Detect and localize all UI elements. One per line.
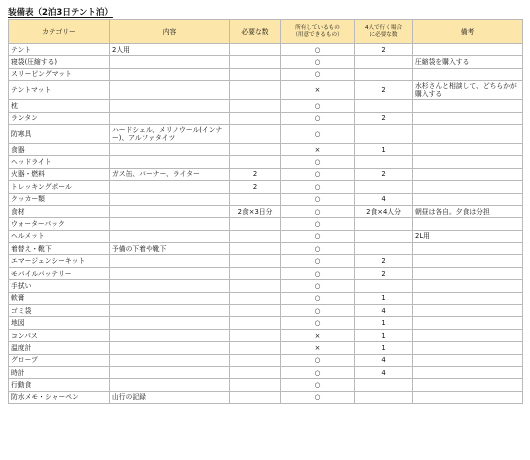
cell-content xyxy=(110,205,230,217)
cell-content xyxy=(110,379,230,391)
page-title: 装備表（2泊3日テント泊） xyxy=(8,8,113,18)
header-four-line1: 4人で行く場合 xyxy=(364,24,403,31)
cell-category: 軟膏 xyxy=(9,292,110,304)
cell-notes xyxy=(413,391,523,403)
cell-owned: ○ xyxy=(281,218,355,230)
table-row xyxy=(9,124,523,143)
table-row xyxy=(9,354,523,366)
cell-needed xyxy=(230,366,281,378)
cell-needed: 2食×3日分 xyxy=(230,205,281,217)
cell-category: グローブ xyxy=(9,354,110,366)
cell-owned: ○ xyxy=(281,56,355,68)
cell-needed xyxy=(230,218,281,230)
cell-owned: ○ xyxy=(281,267,355,279)
cell-four-people: 4 xyxy=(355,354,413,366)
cell-notes xyxy=(413,193,523,205)
header-owned-line1: 所有しているもの xyxy=(295,24,340,31)
cell-four-people: 2 xyxy=(355,168,413,180)
cell-content xyxy=(110,354,230,366)
cell-needed xyxy=(230,81,281,100)
cell-content: ガス缶、バーナー、ライター xyxy=(110,168,230,180)
header-needed: 必要な数 xyxy=(230,20,281,44)
cell-owned: × xyxy=(281,342,355,354)
cell-category: トレッキングポール xyxy=(9,181,110,193)
table-row xyxy=(9,81,523,100)
cell-needed xyxy=(230,354,281,366)
cell-needed xyxy=(230,305,281,317)
cell-content xyxy=(110,342,230,354)
cell-notes: 圧縮袋を購入する xyxy=(413,56,523,68)
table-row xyxy=(9,255,523,267)
cell-owned: ○ xyxy=(281,243,355,255)
cell-four-people: 2 xyxy=(355,81,413,100)
cell-owned: ○ xyxy=(281,305,355,317)
cell-content xyxy=(110,292,230,304)
table-row xyxy=(9,305,523,317)
table-row xyxy=(9,379,523,391)
table-row xyxy=(9,205,523,217)
cell-owned: ○ xyxy=(281,100,355,112)
cell-owned: × xyxy=(281,143,355,155)
cell-content xyxy=(110,143,230,155)
cell-content: ハードシェル、メリノウール(インナー)、アルファタイツ xyxy=(110,124,230,143)
cell-four-people: 4 xyxy=(355,193,413,205)
cell-needed xyxy=(230,243,281,255)
cell-content xyxy=(110,280,230,292)
equipment-table xyxy=(8,19,523,404)
cell-owned: ○ xyxy=(281,255,355,267)
cell-category: 防水メモ・シャーペン xyxy=(9,391,110,403)
cell-four-people: 1 xyxy=(355,317,413,329)
cell-notes xyxy=(413,68,523,80)
cell-notes xyxy=(413,44,523,56)
cell-needed xyxy=(230,143,281,155)
cell-owned: ○ xyxy=(281,68,355,80)
header-four-line2: に必要な数 xyxy=(369,31,398,38)
cell-category: クッカー類 xyxy=(9,193,110,205)
cell-needed xyxy=(230,317,281,329)
cell-category: 寝袋(圧縮する) xyxy=(9,56,110,68)
table-row xyxy=(9,280,523,292)
cell-owned: × xyxy=(281,81,355,100)
cell-needed xyxy=(230,230,281,242)
cell-owned: ○ xyxy=(281,205,355,217)
cell-notes xyxy=(413,143,523,155)
cell-needed xyxy=(230,391,281,403)
cell-four-people xyxy=(355,391,413,403)
cell-notes xyxy=(413,366,523,378)
cell-owned: ○ xyxy=(281,230,355,242)
header-notes: 備考 xyxy=(413,20,523,44)
cell-category: 温度計 xyxy=(9,342,110,354)
cell-needed xyxy=(230,44,281,56)
cell-four-people: 4 xyxy=(355,305,413,317)
cell-content xyxy=(110,305,230,317)
cell-four-people xyxy=(355,379,413,391)
cell-notes xyxy=(413,112,523,124)
cell-content: 予備の下着や靴下 xyxy=(110,243,230,255)
cell-notes xyxy=(413,305,523,317)
cell-four-people xyxy=(355,181,413,193)
cell-needed xyxy=(230,280,281,292)
table-row xyxy=(9,143,523,155)
cell-category: 時計 xyxy=(9,366,110,378)
cell-notes xyxy=(413,218,523,230)
cell-four-people xyxy=(355,56,413,68)
cell-category: 防寒具 xyxy=(9,124,110,143)
cell-category: エマージェンシーキット xyxy=(9,255,110,267)
table-row xyxy=(9,292,523,304)
cell-owned: ○ xyxy=(281,317,355,329)
cell-category: ランタン xyxy=(9,112,110,124)
cell-category: 手拭い xyxy=(9,280,110,292)
cell-category: ヘルメット xyxy=(9,230,110,242)
cell-category: 火器・燃料 xyxy=(9,168,110,180)
cell-category: 着替え・靴下 xyxy=(9,243,110,255)
cell-needed: 2 xyxy=(230,181,281,193)
cell-category: コンパス xyxy=(9,329,110,341)
table-row xyxy=(9,329,523,341)
cell-owned: ○ xyxy=(281,391,355,403)
cell-category: ウォーターパック xyxy=(9,218,110,230)
cell-content xyxy=(110,81,230,100)
cell-content xyxy=(110,255,230,267)
header-category: カテゴリー xyxy=(9,20,110,44)
cell-notes xyxy=(413,280,523,292)
table-row xyxy=(9,68,523,80)
cell-content xyxy=(110,181,230,193)
cell-content xyxy=(110,317,230,329)
table-row xyxy=(9,391,523,403)
cell-owned: ○ xyxy=(281,124,355,143)
cell-notes xyxy=(413,329,523,341)
cell-owned: ○ xyxy=(281,280,355,292)
table-row xyxy=(9,156,523,168)
cell-notes: 2L用 xyxy=(413,230,523,242)
cell-four-people: 1 xyxy=(355,342,413,354)
cell-notes xyxy=(413,354,523,366)
table-row xyxy=(9,181,523,193)
header-owned xyxy=(281,20,355,44)
table-row xyxy=(9,366,523,378)
cell-four-people: 2 xyxy=(355,255,413,267)
cell-content xyxy=(110,193,230,205)
cell-content: 2人用 xyxy=(110,44,230,56)
cell-four-people: 2食×4人分 xyxy=(355,205,413,217)
table-row xyxy=(9,342,523,354)
cell-owned: × xyxy=(281,329,355,341)
cell-owned: ○ xyxy=(281,354,355,366)
cell-content xyxy=(110,267,230,279)
cell-needed xyxy=(230,68,281,80)
table-body xyxy=(9,44,523,404)
cell-content xyxy=(110,230,230,242)
cell-content xyxy=(110,366,230,378)
cell-notes xyxy=(413,168,523,180)
table-row xyxy=(9,230,523,242)
cell-category: 行動食 xyxy=(9,379,110,391)
cell-notes xyxy=(413,267,523,279)
cell-category: モバイルバッテリー xyxy=(9,267,110,279)
cell-needed: 2 xyxy=(230,168,281,180)
cell-category: 食器 xyxy=(9,143,110,155)
cell-four-people xyxy=(355,68,413,80)
cell-content xyxy=(110,218,230,230)
cell-notes xyxy=(413,181,523,193)
header-four-people xyxy=(355,20,413,44)
cell-needed xyxy=(230,100,281,112)
cell-category: テントマット xyxy=(9,81,110,100)
cell-owned: ○ xyxy=(281,193,355,205)
cell-needed xyxy=(230,112,281,124)
cell-notes xyxy=(413,292,523,304)
cell-four-people: 1 xyxy=(355,143,413,155)
table-row xyxy=(9,243,523,255)
cell-content xyxy=(110,68,230,80)
cell-notes xyxy=(413,317,523,329)
cell-owned: ○ xyxy=(281,156,355,168)
cell-owned: ○ xyxy=(281,44,355,56)
cell-four-people xyxy=(355,230,413,242)
cell-owned: ○ xyxy=(281,292,355,304)
cell-needed xyxy=(230,56,281,68)
cell-four-people xyxy=(355,156,413,168)
table-row xyxy=(9,267,523,279)
cell-content xyxy=(110,100,230,112)
cell-owned: ○ xyxy=(281,112,355,124)
table-row xyxy=(9,100,523,112)
cell-category: ゴミ袋 xyxy=(9,305,110,317)
cell-notes xyxy=(413,255,523,267)
cell-content xyxy=(110,329,230,341)
table-row xyxy=(9,168,523,180)
cell-four-people xyxy=(355,243,413,255)
cell-content xyxy=(110,156,230,168)
cell-four-people xyxy=(355,124,413,143)
cell-four-people: 4 xyxy=(355,366,413,378)
cell-notes xyxy=(413,379,523,391)
cell-notes xyxy=(413,342,523,354)
cell-needed xyxy=(230,292,281,304)
cell-owned: ○ xyxy=(281,168,355,180)
cell-content xyxy=(110,112,230,124)
table-header-row xyxy=(9,20,523,44)
cell-needed xyxy=(230,156,281,168)
cell-category: テント xyxy=(9,44,110,56)
cell-category: 枕 xyxy=(9,100,110,112)
cell-category: スリーピングマット xyxy=(9,68,110,80)
cell-notes xyxy=(413,100,523,112)
cell-content xyxy=(110,56,230,68)
cell-four-people: 2 xyxy=(355,267,413,279)
cell-notes: 朝昼は各自。夕食は分担 xyxy=(413,205,523,217)
cell-four-people: 1 xyxy=(355,329,413,341)
table-row xyxy=(9,317,523,329)
cell-notes: 水杉さんと相談して、どちらかが購入する xyxy=(413,81,523,100)
cell-needed xyxy=(230,267,281,279)
cell-four-people: 1 xyxy=(355,292,413,304)
cell-category: 食材 xyxy=(9,205,110,217)
cell-needed xyxy=(230,193,281,205)
cell-category: 地図 xyxy=(9,317,110,329)
cell-category: ヘッドライト xyxy=(9,156,110,168)
cell-needed xyxy=(230,342,281,354)
table-row xyxy=(9,44,523,56)
cell-owned: ○ xyxy=(281,379,355,391)
cell-four-people: 2 xyxy=(355,44,413,56)
cell-needed xyxy=(230,329,281,341)
cell-four-people xyxy=(355,218,413,230)
cell-four-people xyxy=(355,280,413,292)
header-content: 内容 xyxy=(110,20,230,44)
cell-content: 山行の記録 xyxy=(110,391,230,403)
cell-notes xyxy=(413,243,523,255)
cell-notes xyxy=(413,156,523,168)
cell-owned: ○ xyxy=(281,181,355,193)
cell-needed xyxy=(230,124,281,143)
table-row xyxy=(9,193,523,205)
header-owned-line2: （用意できるもの） xyxy=(292,31,343,38)
table-row xyxy=(9,112,523,124)
cell-four-people xyxy=(355,100,413,112)
cell-four-people: 2 xyxy=(355,112,413,124)
cell-owned: ○ xyxy=(281,366,355,378)
cell-notes xyxy=(413,124,523,143)
cell-needed xyxy=(230,255,281,267)
table-row xyxy=(9,218,523,230)
table-row xyxy=(9,56,523,68)
cell-needed xyxy=(230,379,281,391)
